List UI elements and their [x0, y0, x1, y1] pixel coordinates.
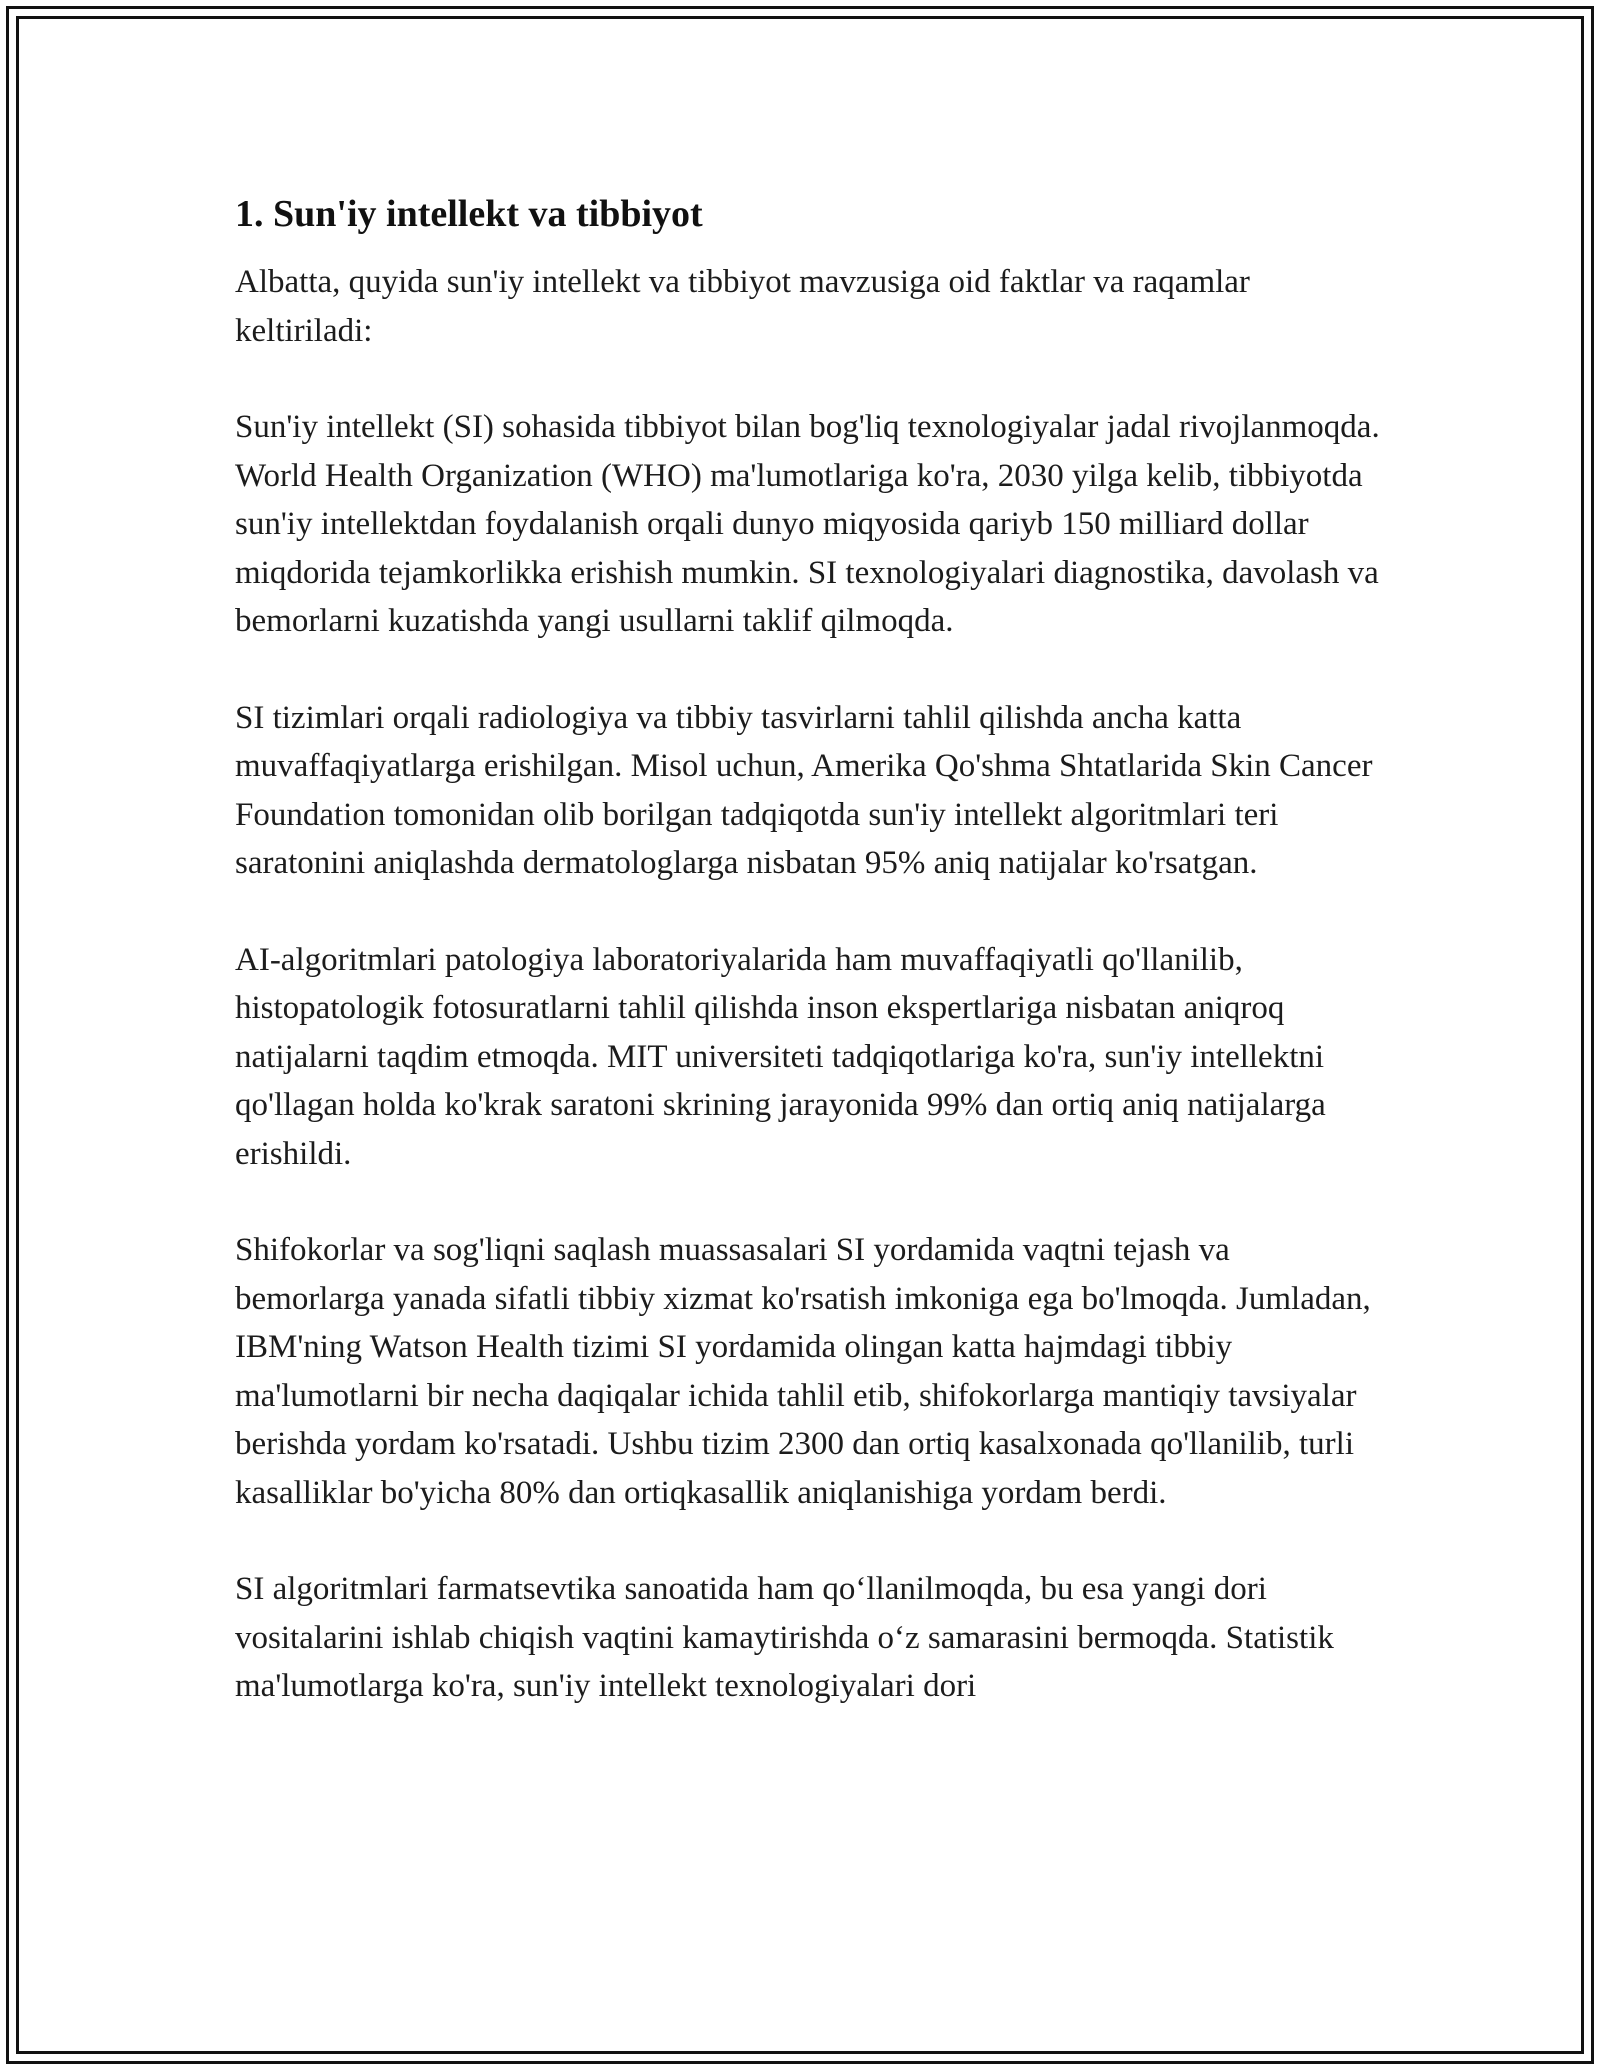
document-body	[235, 188, 1385, 1759]
paragraph-watson-health: Shifokorlar va sog'liqni saqlash muassasalari SI yordamida vaqtni tejash va bemorlarga yanada sifatli tibbiy xizmat ko'rsatish imkoniga ega bo'lmoqda. Jumladan, IBM'ning Watson Health tizimi SI yordamida olingan katta hajmdagi tibbiy ma'lumotlarni bir necha daqiqalar ichida tahlil etib, shifokorlarga mantiqiy tavsiyalar berishda yordam ko'rsatadi. Ushbu tizim 2300 dan ortiq kasalxonada qo'llanilib, turli kasalliklar bo'yicha 80% dan ortiqkasallik aniqlanishiga yordam berdi.	[235, 1232, 1371, 1511]
paragraph-intro: Albatta, quyida sun'iy intellekt va tibbiyot mavzusiga oid faktlar va raqamlar keltiriladi:	[235, 264, 1250, 349]
paragraph-radiology: SI tizimlari orqali radiologiya va tibbiy tasvirlarni tahlil qilishda ancha katta muvaffaqiyatlarga erishilgan. Misol uchun, Amerika Qo'shma Shtatlarida Skin Cancer Foundation tomonidan olib borilgan tadqiqotda sun'iy intellekt algoritmlari teri saratonini aniqlashda dermatologlarga nisbatan 95% aniq natijalar ko'rsatgan.	[235, 699, 1373, 881]
paragraph-who-savings: Sun'iy intellekt (SI) sohasida tibbiyot bilan bog'liq texnologiyalar jadal rivojlanmoqda. World Health Organization (WHO) ma'lumotlariga ko'ra, 2030 yilga kelib, tibbiyotda sun'iy intellektdan foydalanish orqali dunyo miqyosida qariyb 150 milliard dollar miqdorida tejamkorlikka erishish mumkin. SI texnologiyalari diagnostika, davolash va bemorlarni kuzatishda yangi usullarni taklif qilmoqda.	[235, 409, 1380, 639]
section-heading: 1. Sun'iy intellekt va tibbiyot	[235, 193, 703, 235]
paragraph-pharmaceutics: SI algoritmlari farmatsevtika sanoatida ham qo‘llanilmoqda, bu esa yangi dori vositalarini ishlab chiqish vaqtini kamaytirishda o‘z samarasini bermoqda. Statistik ma'lumotlarga ko'ra, sun'iy intellekt texnologiyalari dori	[235, 1571, 1334, 1704]
paragraph-pathology: AI-algoritmlari patologiya laboratoriyalarida ham muvaffaqiyatli qo'llanilib, histopatologik fotosuratlarni tahlil qilishda inson ekspertlariga nisbatan aniqroq natijalarni taqdim etmoqda. MIT universiteti tadqiqotlariga ko'ra, sun'iy intellektni qo'llagan holda ko'krak saratoni skrining jarayonida 99% dan ortiq aniq natijalarga erishildi.	[235, 941, 1326, 1172]
